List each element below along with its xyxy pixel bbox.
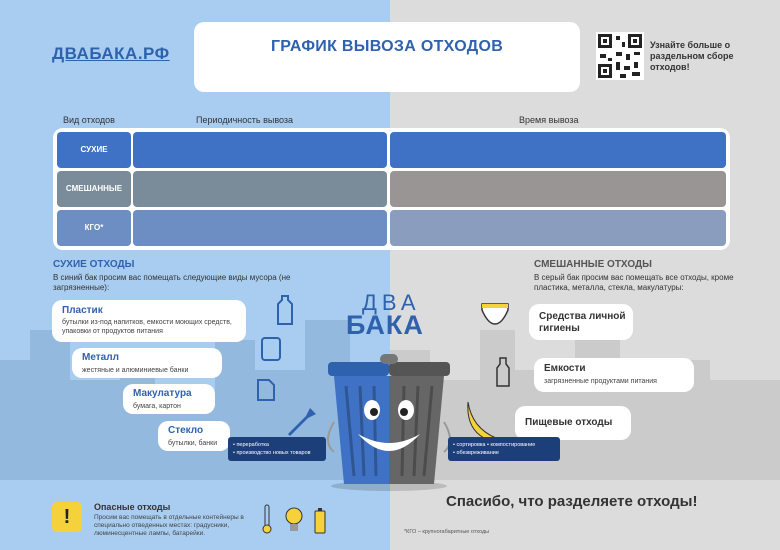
mixed-processing-tag <box>448 437 560 461</box>
row-label-dry: СУХИЕ <box>57 132 131 168</box>
card-metal-desc: жестяные и алюминиевые банки <box>82 367 189 374</box>
qr-caption: Узнайте больше о раздельном сборе отходов! <box>650 40 734 72</box>
paper-icon <box>256 378 276 402</box>
battery-icon <box>314 508 326 534</box>
dry-section-text: В синий бак просим вас помещать следующие виды мусора (не загрязненные): <box>53 273 291 292</box>
banana-icon <box>462 398 498 442</box>
glass-bottle-icon <box>284 404 322 438</box>
thanks-message: Спасибо, что разделяете отходы! <box>446 493 698 510</box>
dry-tag-line-1: • переработка <box>233 442 269 448</box>
dry-time-cell[interactable] <box>390 132 726 168</box>
card-plastic-desc: бутылки из-под напитков, емкости моющих средств, упаковки от продуктов питания <box>62 319 232 335</box>
column-header-frequency: Периодичность вывоза <box>196 115 294 125</box>
warning-icon: ! <box>52 502 82 532</box>
logo-top: ДВА <box>362 290 421 315</box>
title-card <box>194 22 580 92</box>
card-hygiene-title: Средства личной гигиены <box>539 311 626 334</box>
metal-can-icon <box>258 334 286 364</box>
card-plastic <box>52 300 246 342</box>
mixed-frequency-cell[interactable] <box>133 171 387 207</box>
kgo-frequency-cell[interactable] <box>133 210 387 246</box>
card-food <box>515 406 631 440</box>
thermometer-icon <box>262 504 272 534</box>
two-bins-mascot-illustration <box>326 352 452 492</box>
column-header-time: Время вывоза <box>519 115 579 125</box>
card-paper <box>123 384 215 414</box>
dry-frequency-cell[interactable] <box>133 132 387 168</box>
dirty-bottle-icon <box>494 356 512 388</box>
card-glass-desc: бутылки, банки <box>168 440 218 447</box>
card-metal <box>72 348 222 378</box>
row-label-kgo: КГО* <box>57 210 131 246</box>
kgo-footnote: *КГО – крупногабаритные отходы <box>404 529 490 535</box>
card-paper-title: Макулатура <box>133 388 192 399</box>
mixed-section-title: СМЕШАННЫЕ ОТХОДЫ <box>534 259 652 270</box>
mixed-time-cell[interactable] <box>390 171 726 207</box>
column-header-type: Вид отходов <box>63 115 115 125</box>
mixed-tag-line-1: • сортировка • компостирование <box>453 442 536 448</box>
diaper-icon <box>480 300 510 326</box>
brand-link[interactable]: ДВАБАКА.РФ <box>52 44 170 63</box>
card-paper-desc: бумага, картон <box>133 403 181 410</box>
plastic-bottle-icon <box>272 294 300 326</box>
card-glass-title: Стекло <box>168 425 204 436</box>
card-containers-desc: загрязненные продуктами питания <box>544 378 657 385</box>
row-label-mixed: СМЕШАННЫЕ <box>57 171 131 207</box>
card-food-title: Пищевые отходы <box>525 417 613 428</box>
card-metal-title: Металл <box>82 352 119 363</box>
dry-section-title: СУХИЕ ОТХОДЫ <box>53 259 135 270</box>
dry-processing-tag <box>228 437 326 461</box>
schedule-table <box>53 128 730 250</box>
mixed-section-text: В серый бак просим вас помещать все отходы, кроме пластика, металла, стекла, макулатуры: <box>534 273 734 292</box>
page-title: ГРАФИК ВЫВОЗА ОТХОДОВ <box>270 38 504 55</box>
card-plastic-title: Пластик <box>62 305 103 316</box>
qr-code-icon[interactable] <box>596 32 644 80</box>
card-containers <box>534 358 694 392</box>
card-glass <box>158 421 230 451</box>
lamp-icon <box>284 506 304 534</box>
mixed-tag-line-2: • обезвреживание <box>453 450 499 456</box>
kgo-time-cell[interactable] <box>390 210 726 246</box>
card-hygiene <box>529 304 633 340</box>
hazardous-title: Опасные отходы <box>94 502 171 512</box>
dry-tag-line-2: • производство новых товаров <box>233 450 311 456</box>
card-containers-title: Емкости <box>544 363 586 374</box>
hazardous-text: Просим вас помещать в отдельные контейнеры в специально отведенных местах: градусники, люминесцентные лампы, батарейки. <box>94 514 244 537</box>
logo-bottom: БАКА <box>346 310 424 340</box>
